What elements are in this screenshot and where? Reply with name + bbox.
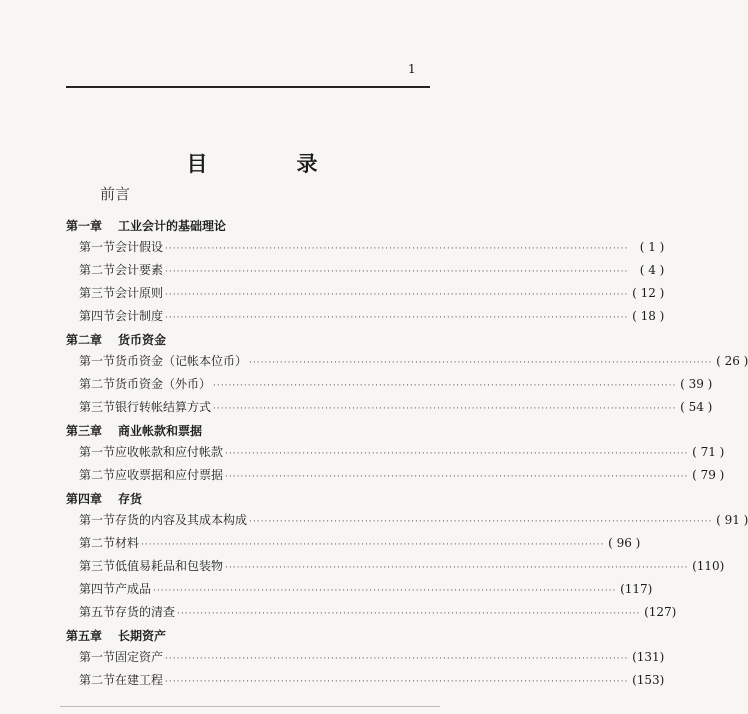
dot-leader: ························································································································ <box>249 358 713 368</box>
dot-leader: ························································································································ <box>153 586 617 596</box>
section-page: (117) <box>620 582 653 596</box>
dot-leader: ························································································································ <box>165 654 629 664</box>
toc-entry <box>66 464 725 487</box>
section-number: 第三节 <box>79 559 116 573</box>
section-page: ( 54 ) <box>680 400 713 414</box>
section-page: ( 71 ) <box>692 445 725 459</box>
section-number: 第一节 <box>79 240 116 254</box>
chapter-title: 货币资金 <box>118 333 167 347</box>
dot-leader: ························································································································ <box>249 517 713 527</box>
chapter-title: 工业会计的基础理论 <box>118 219 227 233</box>
section-title: 产成品 <box>115 582 152 596</box>
toc-entry <box>66 669 665 692</box>
toc-entry <box>66 305 665 328</box>
section-page: ( 18 ) <box>632 309 665 323</box>
section-title: 会计原则 <box>115 286 164 300</box>
section-title: 货币资金（外币） <box>115 377 212 391</box>
section-number: 第四节 <box>79 582 116 596</box>
section-title: 银行转帐结算方式 <box>115 400 212 414</box>
section-number: 第一节 <box>79 354 116 368</box>
section-page: ( 26 ) <box>716 354 748 368</box>
section-title: 会计假设 <box>115 240 164 254</box>
section-title: 固定资产 <box>115 650 164 664</box>
toc-entry <box>66 373 713 396</box>
toc-entry <box>66 555 725 578</box>
section-page: ( 4 ) <box>639 263 665 277</box>
section-title: 应收票据和应付票据 <box>115 468 224 482</box>
toc-entry <box>66 396 713 419</box>
dot-leader: ························································································································ <box>225 449 689 459</box>
chapter-title: 存货 <box>118 492 143 506</box>
section-page: ( 39 ) <box>680 377 713 391</box>
toc-entry <box>66 236 665 259</box>
dot-leader: ························································································································ <box>213 404 677 414</box>
page-title: 目 录 <box>186 152 352 176</box>
chapter-title: 长期资产 <box>118 629 167 643</box>
toc-entry <box>66 509 748 532</box>
section-page: (110) <box>692 559 725 573</box>
section-number: 第四节 <box>79 309 116 323</box>
dot-leader: ························································································································ <box>213 381 677 391</box>
toc-entry <box>66 646 665 669</box>
dot-leader: ························································································································ <box>165 244 629 254</box>
dot-leader: ························································································································ <box>165 677 629 687</box>
chapter-heading <box>66 421 434 441</box>
chapter-heading <box>66 489 434 509</box>
dot-leader: ························································································································ <box>225 472 689 482</box>
dot-leader: ························································································································ <box>165 267 629 277</box>
section-number: 第二节 <box>79 263 116 277</box>
section-title: 存货的清查 <box>115 605 176 619</box>
section-title: 在建工程 <box>115 673 164 687</box>
toc-entry <box>66 601 677 624</box>
section-title: 存货的内容及其成本构成 <box>115 513 248 527</box>
bottom-edge <box>60 706 440 707</box>
toc-entry <box>66 578 653 601</box>
dot-leader: ························································································································ <box>165 290 629 300</box>
section-page: (127) <box>644 605 677 619</box>
chapter-number: 第二章 <box>66 333 103 347</box>
section-number: 第一节 <box>79 513 116 527</box>
dot-leader: ························································································································ <box>177 609 641 619</box>
section-number: 第一节 <box>79 445 116 459</box>
page-number: 1 <box>408 62 416 76</box>
chapter-heading <box>66 216 434 236</box>
section-page: ( 79 ) <box>692 468 725 482</box>
chapter-number: 第一章 <box>66 219 103 233</box>
section-number: 第一节 <box>79 650 116 664</box>
section-number: 第二节 <box>79 536 116 550</box>
chapter-number: 第四章 <box>66 492 103 506</box>
section-number: 第二节 <box>79 673 116 687</box>
toc-entry <box>66 259 665 282</box>
section-number: 第三节 <box>79 400 116 414</box>
chapter-title: 商业帐款和票据 <box>118 424 203 438</box>
section-title: 低值易耗品和包装物 <box>115 559 224 573</box>
chapter-number: 第三章 <box>66 424 103 438</box>
section-title: 货币资金（记帐本位币） <box>115 354 248 368</box>
chapter-number: 第五章 <box>66 629 103 643</box>
section-number: 第二节 <box>79 468 116 482</box>
toc-entry <box>66 441 725 464</box>
dot-leader: ························································································································ <box>225 563 689 573</box>
section-title: 会计制度 <box>115 309 164 323</box>
chapter-heading <box>66 330 434 350</box>
section-page: ( 1 ) <box>639 240 665 254</box>
table-of-contents <box>66 214 748 692</box>
preface-entry: 前言 <box>100 185 131 203</box>
toc-entry <box>66 532 641 555</box>
section-page: ( 12 ) <box>632 286 665 300</box>
section-title: 会计要素 <box>115 263 164 277</box>
section-page: (131) <box>632 650 665 664</box>
section-number: 第三节 <box>79 286 116 300</box>
header-rule <box>66 86 430 88</box>
section-page: ( 91 ) <box>716 513 748 527</box>
section-page: (153) <box>632 673 665 687</box>
section-number: 第二节 <box>79 377 116 391</box>
section-page: ( 96 ) <box>608 536 641 550</box>
section-title: 应收帐款和应付帐款 <box>115 445 224 459</box>
section-title: 材料 <box>115 536 140 550</box>
dot-leader: ························································································································ <box>141 540 605 550</box>
dot-leader: ························································································································ <box>165 313 629 323</box>
toc-entry <box>66 350 748 373</box>
section-number: 第五节 <box>79 605 116 619</box>
toc-entry <box>66 282 665 305</box>
chapter-heading <box>66 626 434 646</box>
